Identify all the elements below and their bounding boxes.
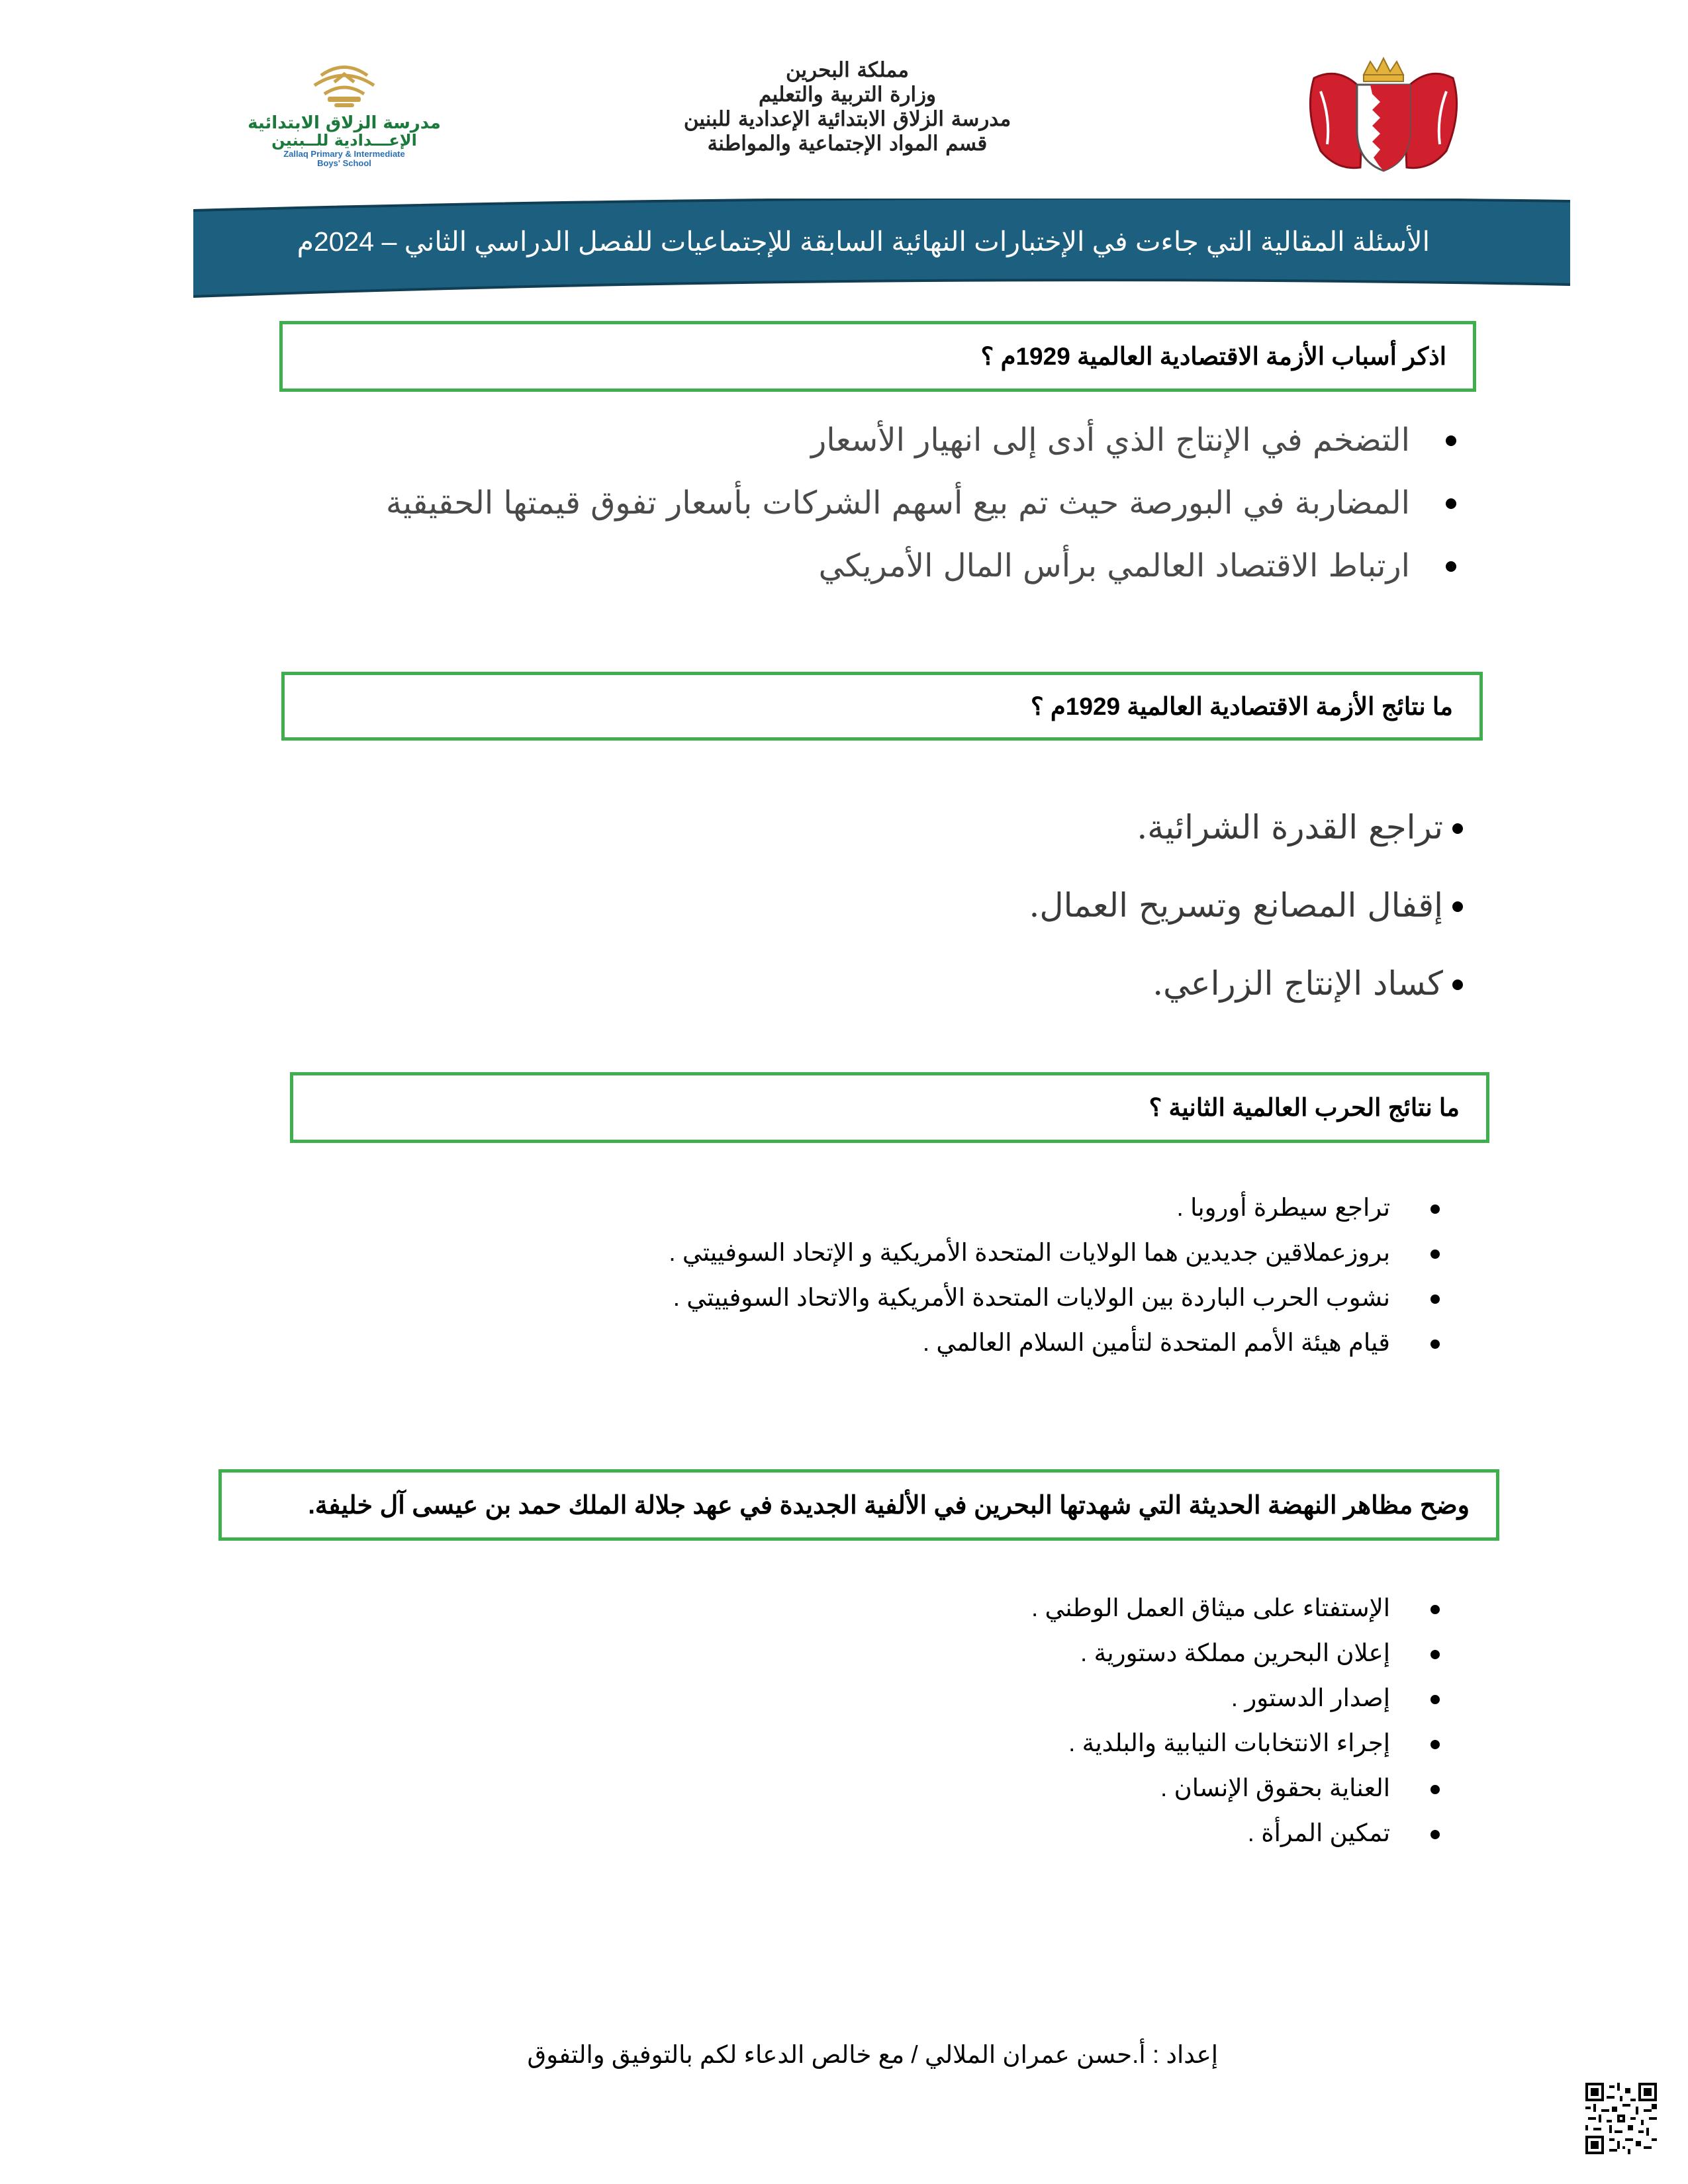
- list-item: [993, 1637, 1440, 1682]
- answer-text: تمكين المرأة .: [1247, 1819, 1390, 1846]
- answer-text: الإستفتاء على ميثاق العمل الوطني .: [1031, 1594, 1390, 1621]
- question-4-text: وضح مظاهر النهضة الحديثة التي شهدتها البحرين في الألفية الجديدة في عهد جلالة الملك حمد بن عيسى آل خليفة.: [308, 1491, 1470, 1520]
- header-line-kingdom: مملكة البحرين: [785, 58, 910, 82]
- header-line-school: مدرسة الزلاق الابتدائية الإعدادية للبنين: [683, 107, 1011, 131]
- answer-list-4: [993, 1592, 1440, 1862]
- question-3-text: ما نتائج الحرب العالمية الثانية ؟: [1149, 1094, 1460, 1121]
- school-name-en-1: Zallaq Primary & Intermediate: [283, 149, 405, 159]
- bullet-icon: [1430, 1295, 1440, 1304]
- list-item: [583, 1326, 1440, 1371]
- bullet-icon: [1452, 979, 1463, 990]
- bullet-icon: [1430, 1740, 1440, 1749]
- banner-title: الأسئلة المقالية التي جاءت في الإختبارات النهائية السابقة للإجتماعيات للفصل الدراسي الثاني – 2024م: [297, 226, 1430, 257]
- answer-text: إصدار الدستور .: [1231, 1684, 1390, 1711]
- bullet-icon: [1446, 561, 1456, 572]
- list-item: [583, 1191, 1440, 1236]
- answer-text: بروزعملاقين جديدين هما الولايات المتحدة الأمريكية و الإتحاد السوفييتي .: [669, 1239, 1390, 1266]
- answer-text: نشوب الحرب الباردة بين الولايات المتحدة الأمريكية والاتحاد السوفييتي .: [673, 1284, 1390, 1311]
- answer-text: تراجع القدرة الشرائية.: [1137, 808, 1443, 846]
- coat-of-arms-icon: [1301, 52, 1466, 177]
- answer-list-1: [371, 417, 1456, 606]
- answer-text: كساد الإنتاج الزراعي.: [1152, 964, 1443, 1003]
- answer-text: المضاربة في البورصة حيث تم بيع أسهم الشركات بأسعار تفوق قيمتها الحقيقية: [386, 484, 1410, 522]
- bullet-icon: [1430, 1250, 1440, 1259]
- list-item: [371, 480, 1456, 543]
- bullet-icon: [1430, 1785, 1440, 1794]
- bahrain-emblem: [1301, 52, 1466, 177]
- header-line-department: قسم المواد الإجتماعية والمواطنة: [707, 132, 988, 156]
- answer-list-2: [927, 801, 1463, 1035]
- list-item: [993, 1682, 1440, 1727]
- question-box-2: [281, 672, 1483, 741]
- answer-list-3: [583, 1191, 1440, 1371]
- answer-text: إجراء الانتخابات النيابية والبلدية .: [1068, 1729, 1390, 1756]
- list-item: [927, 801, 1463, 879]
- bullet-icon: [1452, 823, 1463, 834]
- list-item: [993, 1727, 1440, 1772]
- bullet-icon: [1430, 1650, 1440, 1659]
- qr-code-icon: [1585, 2083, 1657, 2154]
- school-name-ar-2: الإعـــدادية للــبنين: [271, 131, 417, 150]
- bullet-icon: [1430, 1695, 1440, 1704]
- bullet-icon: [1430, 1605, 1440, 1614]
- footer-credit: إعداد : أ.حسن عمران الملالي / مع خالص الدعاء لكم بالتوفيق والتفوق: [527, 2041, 1218, 2068]
- question-1-text: اذكر أسباب الأزمة الاقتصادية العالمية 1929م ؟: [980, 343, 1446, 370]
- list-item: [993, 1817, 1440, 1862]
- bullet-icon: [1446, 435, 1456, 446]
- header-line-ministry: وزارة التربية والتعليم: [758, 83, 937, 107]
- list-item: [927, 957, 1463, 1035]
- list-item: [993, 1772, 1440, 1817]
- question-2-text: ما نتائج الأزمة الاقتصادية العالمية 1929م ؟: [1030, 692, 1453, 720]
- school-name-ar-1: مدرسة الزلاق الابتدائية: [248, 113, 441, 133]
- list-item: [583, 1236, 1440, 1281]
- question-box-4: [218, 1469, 1499, 1541]
- question-box-1: [279, 321, 1476, 392]
- answer-text: ارتباط الاقتصاد العالمي برأس المال الأمريكي: [818, 547, 1410, 584]
- bullet-icon: [1430, 1205, 1440, 1214]
- bullet-icon: [1430, 1830, 1440, 1839]
- list-item: [371, 543, 1456, 606]
- bullet-icon: [1452, 901, 1463, 912]
- list-item: [927, 879, 1463, 957]
- list-item: [583, 1281, 1440, 1326]
- question-box-3: [290, 1072, 1489, 1143]
- answer-text: تراجع سيطرة أوروبا .: [1176, 1194, 1390, 1221]
- answer-text: قيام هيئة الأمم المتحدة لتأمين السلام العالمي .: [922, 1329, 1390, 1356]
- list-item: [993, 1592, 1440, 1637]
- school-emblem-icon: [235, 56, 453, 168]
- answer-text: العناية بحقوق الإنسان .: [1160, 1774, 1390, 1801]
- school-name-en-2: Boys' School: [317, 158, 371, 168]
- list-item: [371, 417, 1456, 480]
- bullet-icon: [1430, 1340, 1440, 1349]
- school-logo: [235, 56, 453, 168]
- answer-text: التضخم في الإنتاج الذي أدى إلى انهيار الأسعار: [811, 422, 1410, 459]
- answer-text: إعلان البحرين مملكة دستورية .: [1080, 1639, 1390, 1666]
- bullet-icon: [1446, 498, 1456, 509]
- answer-text: إقفال المصانع وتسريح العمال.: [1029, 886, 1443, 925]
- header-titles: [503, 58, 1192, 156]
